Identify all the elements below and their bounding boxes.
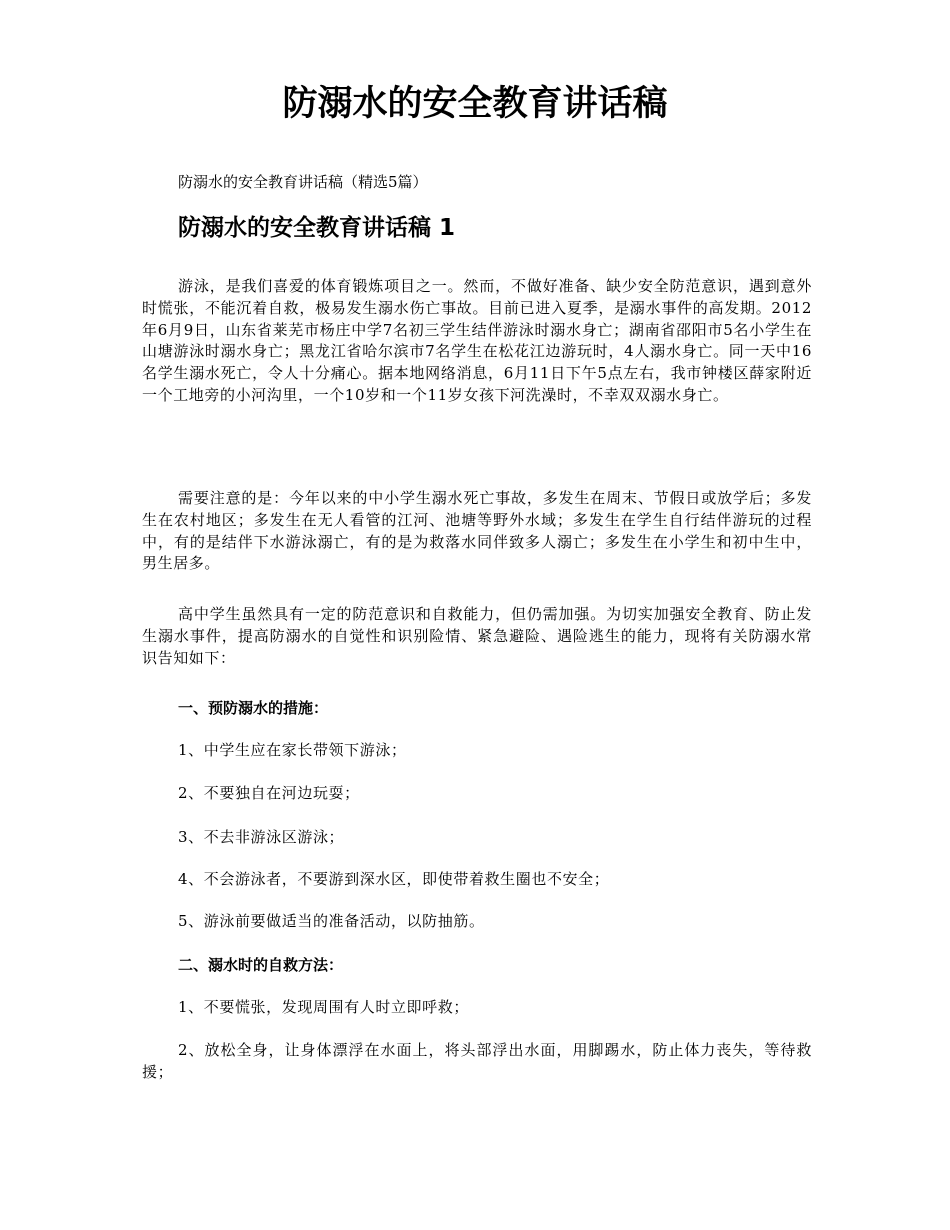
prevention-item: 4、不会游泳者，不要游到深水区，即使带着救生圈也不安全； [178, 870, 610, 888]
self-rescue-heading: 二、溺水时的自救方法： [178, 956, 344, 974]
document-subtitle: 防溺水的安全教育讲话稿（精选5篇） [178, 173, 428, 191]
prevention-item: 5、游泳前要做适当的准备活动，以防抽筋。 [178, 912, 485, 930]
self-rescue-item: 1、不要慌张，发现周围有人时立即呼救； [178, 998, 469, 1016]
paragraph: 游泳，是我们喜爱的体育锻炼项目之一。然而，不做好准备、缺少安全防范意识，遇到意外时慌张，不能沉着自救，极易发生溺水伤亡事故。目前已进入夏季，是溺水事件的高发期。2012年6月9日，山东省莱芜市杨庄中学7名初三学生结伴游泳时溺水身亡；湖南省邵阳市5名小学生在山塘游泳时溺水身亡；黑龙江省哈尔滨市7名学生在松花江边游玩时，4人溺水身亡。同一天中16名学生溺水死亡，令人十分痛心。据本地网络消息，6月11日下午5点左右，我市钟楼区薛家附近一个工地旁的小河沟里，一个10岁和一个11岁女孩下河洗澡时，不幸双双溺水身亡。 [142, 277, 812, 404]
paragraph: 需要注意的是：今年以来的中小学生溺水死亡事故，多发生在周末、节假日或放学后；多发生在农村地区；多发生在无人看管的江河、池塘等野外水域；多发生在学生自行结伴游玩的过程中，有的是结伴下水游泳溺亡，有的是为救落水同伴致多人溺亡；多发生在小学生和初中生中，男生居多。 [142, 489, 812, 573]
prevention-item: 1、中学生应在家长带领下游泳； [178, 741, 407, 759]
prevention-heading: 一、预防溺水的措施： [178, 699, 329, 717]
paragraph: 高中学生虽然具有一定的防范意识和自救能力，但仍需加强。为切实加强安全教育、防止发生溺水事件，提高防溺水的自觉性和识别险情、紧急避险、遇险逃生的能力，现将有关防溺水常识告知如下： [142, 605, 812, 667]
prevention-item: 2、不要独自在河边玩耍； [178, 784, 360, 802]
section-heading: 防溺水的安全教育讲话稿 1 [178, 215, 456, 241]
prevention-item: 3、不去非游泳区游泳； [178, 828, 345, 846]
document-title: 防溺水的安全教育讲话稿 [282, 84, 668, 124]
self-rescue-item: 2、放松全身，让身体漂浮在水面上，将头部浮出水面，用脚踢水，防止体力丧失，等待救援； [142, 1041, 812, 1081]
